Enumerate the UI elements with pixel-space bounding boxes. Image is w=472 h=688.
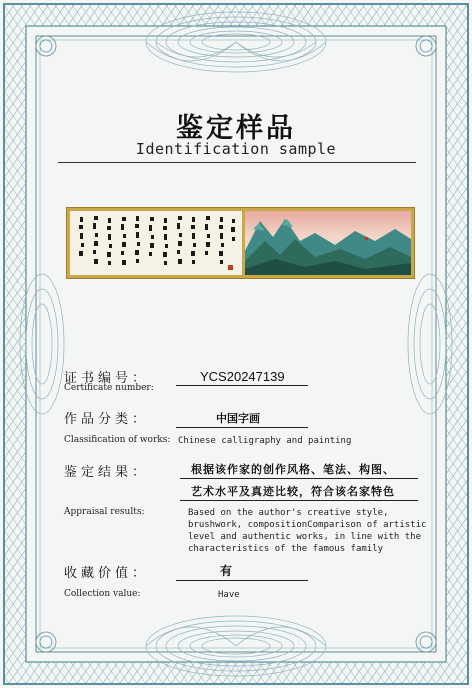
classification-value-cn: 中国字画 xyxy=(216,412,260,425)
appraisal-value-cn-2: 艺术水平及真迹比较，符合该名家特色 xyxy=(191,485,395,498)
certificate-label-cn: 证书编号： xyxy=(64,371,150,386)
appraisal-value-en-1: Based on the author's creative style, xyxy=(188,508,389,518)
appraisal-underline-1 xyxy=(180,478,418,479)
certificate-number: YCS20247139 xyxy=(200,369,285,384)
appraisal-value-en-3: level and authentic works, in line with the xyxy=(188,532,421,542)
classification-underline xyxy=(176,427,308,428)
collection-underline xyxy=(176,580,308,581)
title-divider xyxy=(58,162,416,163)
appraisal-value-cn-1: 根据该作家的创作风格、笔法、构图、 xyxy=(191,463,395,476)
collection-value-cn: 有 xyxy=(220,564,233,578)
appraisal-value-en-4: characteristics of the famous family xyxy=(188,544,384,554)
calligraphy-panel xyxy=(70,211,242,275)
collection-label-en: Collection value: xyxy=(64,589,141,599)
title-english: Identification sample xyxy=(135,140,337,158)
appraisal-label-cn: 鉴定结果： xyxy=(64,465,150,480)
classification-label-en: Classification of works: xyxy=(64,435,171,445)
artwork-photo xyxy=(66,207,415,279)
certificate-label-en: Certificate number: xyxy=(64,383,154,393)
appraisal-underline-2 xyxy=(180,500,418,501)
landscape-painting xyxy=(245,211,411,275)
classification-label-cn: 作品分类： xyxy=(64,412,150,427)
title-chinese: 鉴定样品 xyxy=(176,113,296,144)
appraisal-label-en: Appraisal results: xyxy=(64,507,145,517)
collection-value-en: Have xyxy=(218,590,240,600)
certificate-underline xyxy=(176,385,308,386)
collection-label-cn: 收藏价值： xyxy=(64,566,150,581)
classification-value-en: Chinese calligraphy and painting xyxy=(178,436,352,446)
appraisal-value-en-2: brushwork, compositionComparison of artistic xyxy=(188,520,427,530)
